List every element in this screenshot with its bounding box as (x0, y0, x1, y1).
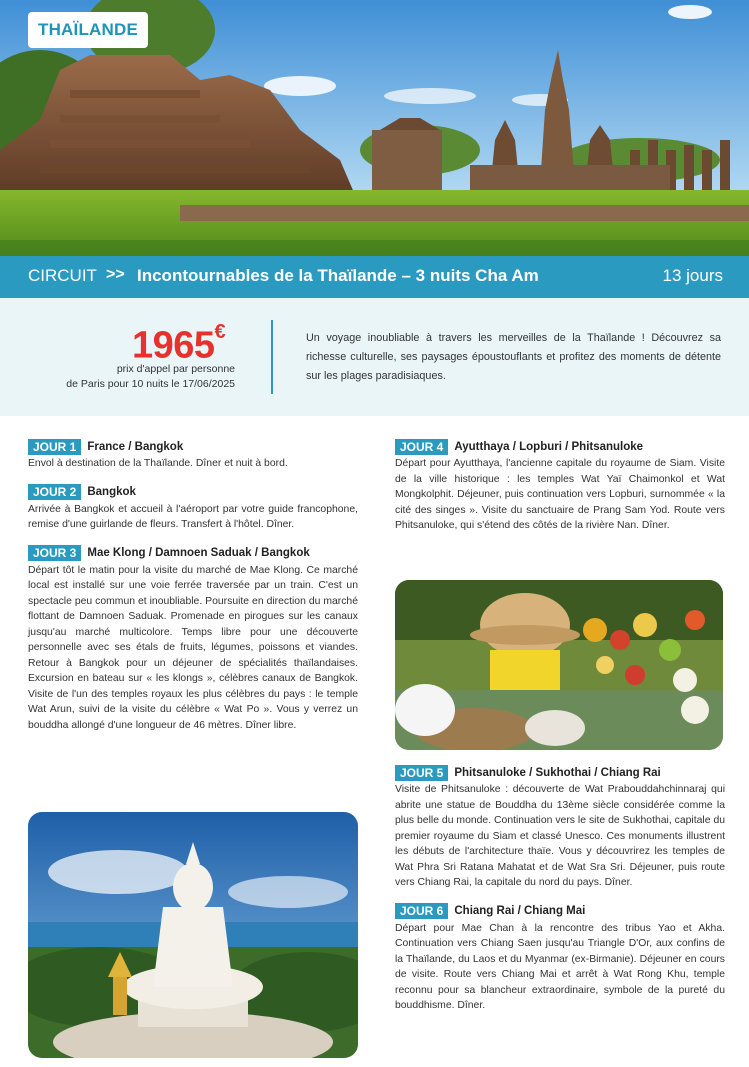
day-title: France / Bangkok (87, 440, 184, 453)
day-badge: JOUR 5 (395, 765, 448, 781)
floating-market-illustration (395, 580, 723, 750)
day-badge: JOUR 2 (28, 484, 81, 500)
day-badge: JOUR 6 (395, 903, 448, 919)
divider (271, 320, 273, 394)
itinerary-right-column (395, 438, 725, 546)
price-panel (0, 298, 749, 416)
day-block-6 (395, 903, 725, 1014)
photo-floating-market (395, 580, 723, 750)
day-text: Envol à destination de la Thaïlande. Dîner et nuit à bord. (28, 458, 288, 469)
circuit-kind: CIRCUIT (28, 266, 97, 285)
day-block-1 (28, 438, 358, 472)
itinerary-left-column (28, 438, 358, 745)
day-text: Visite de Phitsanuloke : découverte de Wat Prabouddahchinnaraj qui abrite une statue de Bouddha du 13ème siècle considérée comme la plus belle du monde. Continuation vers le site de Sukhothai, capitale du premier royaume du Siam et classé Unesco. Ces monuments illustrent les débuts de l'architecture thaïe. Vous y découvrirez les temples de Wat Phra Sri Ratana Mahatat et de Wat Sra Sri. Déjeuner, puis route vers Chiang Rai, la capitale du nord du pays. Dîner. (395, 784, 725, 888)
day-title: Bangkok (87, 486, 136, 498)
day-badge: JOUR 3 (28, 545, 81, 561)
day-block-3 (28, 545, 358, 734)
circuit-title: Incontournables de la Thaïlande – 3 nuits Cha Am (137, 266, 539, 285)
day-title: Ayutthaya / Lopburi / Phitsanuloke (454, 440, 644, 453)
intro-text: Un voyage inoubliable à travers les merveilles de la Thaïlande ! Découvrez sa richesse culturelle, ses paysages époustouflants et profitez des moments de détente sur les plages paradisiaques. (306, 332, 721, 382)
day-text: Départ pour Ayutthaya, l'ancienne capitale du royaume de Siam. Visite de la ville historique : les temples Wat Yaï Chaimonkol et Wat Mongkolphit. Déjeuner, puis continuation vers Lopburi, surnommée « la cité des singes ». Visite du sanctuaire de Prang Sam Yod. Route vers Phitsanuloke, qui s'étend des côtés de la rivière Nan. Dîner. (395, 458, 725, 531)
day-title: Mae Klong / Damnoen Saduak / Bangkok (87, 547, 310, 559)
day-block-5 (395, 764, 725, 891)
day-text: Départ pour Mae Chan à la rencontre des tribus Yao et Akha. Continuation vers Chiang Saen jusqu'au Triangle D'Or, aux confins de la Thaïlande, du Laos et du Myanmar (ex-Birmanie). Déjeuner en cours de visite. Route vers Chiang Mai et arrêt à Wat Rong Khu, temple reconnu pour sa blancheur extraordinaire, symbole de la pureté du bouddhisme. Dîner. (395, 922, 725, 1011)
photo-big-buddha (28, 812, 358, 1058)
day-badge: JOUR 1 (28, 439, 81, 455)
country-badge: THAÏLANDE (28, 12, 148, 48)
day-title: Phitsanuloke / Sukhothai / Chiang Rai (454, 766, 661, 779)
buddha-statue-illustration (28, 812, 358, 1058)
day-title: Chiang Rai / Chiang Mai (454, 905, 586, 917)
double-chevron-icon: >> (106, 266, 125, 283)
itinerary-right-column-continued (395, 764, 725, 1026)
price-note: prix d'appel par personne de Paris pour 10 nuits le 17/06/2025 (66, 363, 235, 390)
day-text: Arrivée à Bangkok et accueil à l'aéroport par votre guide francophone, remise d'une guirlande de fleurs. Transfert à l'hôtel. Dîner. (28, 503, 358, 530)
price-amount: 1965€ (132, 321, 226, 367)
price-currency: € (214, 321, 226, 343)
day-block-2 (28, 484, 358, 533)
day-block-4 (395, 438, 725, 534)
day-badge: JOUR 4 (395, 439, 448, 455)
hero-photo-temples (0, 0, 749, 256)
circuit-title-band (0, 256, 749, 298)
circuit-duration: 13 jours (662, 266, 723, 285)
day-text: Départ tôt le matin pour la visite du marché de Mae Klong. Ce marché local est installé sur une voie ferrée traversée par un train. C'est un spectacle peu commun et inoubliable. Poursuite en direction du marché flottant de Damnoen Saduak. Promenade en pirogues sur les canaux jusqu'au marché multicolore. Temps libre pour une découverte personnelle avec ses étals de fruits, légumes, poissons et viandes. Retour à Bangkok pour un déjeuner de spécialités thaïlandaises. Excursion en bateau sur « les klongs », célèbres canaux de Bangkok. Visite de l'un des temples royaux les plus célèbres du pays : le temple Wat Arun, suivi de la visite du célèbre « Wat Po ». Vous y verrez un bouddha allongé d'une longueur de 46 mètres. Dîner libre. (28, 564, 358, 731)
